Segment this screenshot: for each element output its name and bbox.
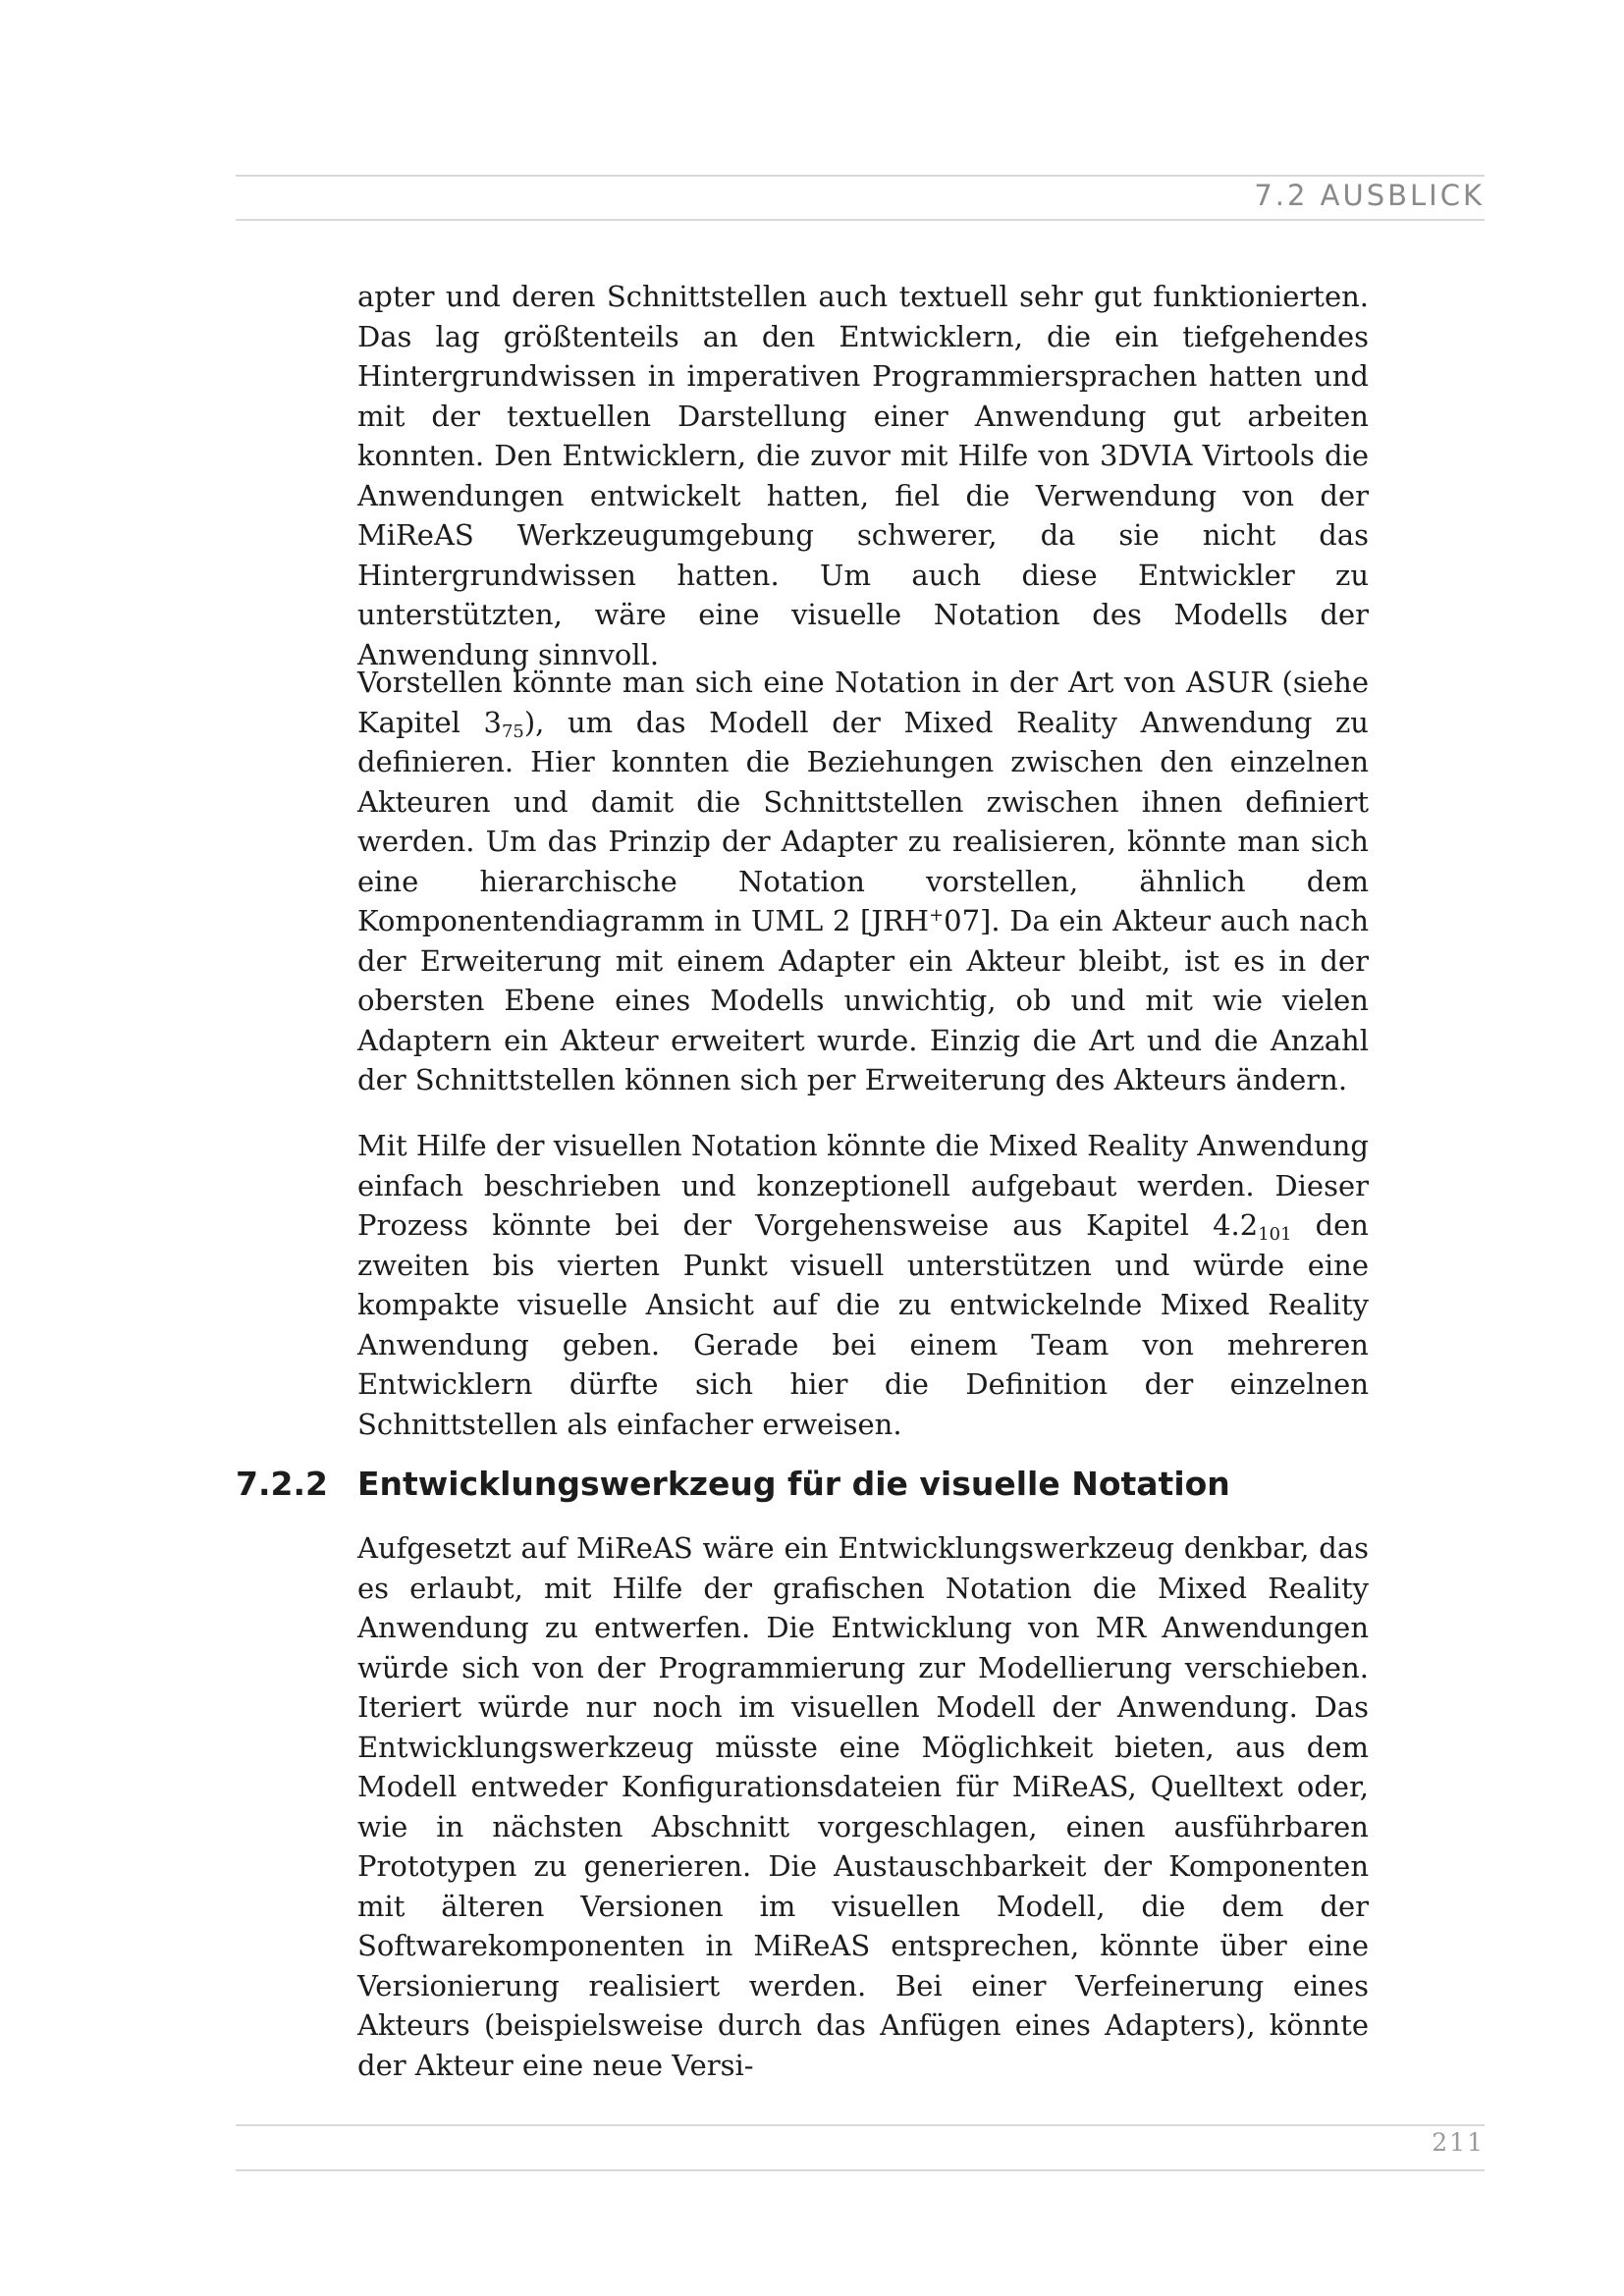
footer-rule-top — [236, 2124, 1485, 2126]
paragraph-1: apter und deren Schnittstellen auch textuell sehr gut funktionierten. Das lag größtenteils an den Entwicklern, die ein tiefgehendes Hintergrundwissen in imperativen Programmiersprachen hatten und mit der textuellen Darstellung einer Anwendung gut arbeiten konnten. Den Entwicklern, die zuvor mit Hilfe von 3DVIA Virtools die Anwendungen entwickelt hatten, fiel die Verwendung von der MiReAS Werkzeugumgebung schwerer, da sie nicht das Hintergrundwissen hatten. Um auch diese Entwickler zu unterstützten, wäre eine visuelle Notation des Modells der Anwendung sinnvoll. — [357, 280, 1369, 671]
running-head: 7.2 AUSBLICK — [1254, 179, 1485, 212]
section-heading — [236, 1465, 1230, 1503]
paragraph-4: Aufgesetzt auf MiReAS wäre ein Entwicklungswerkzeug denkbar, das es erlaubt, mit Hilfe der grafischen Notation die Mixed Reality Anwendung zu entwerfen. Die Entwicklung von MR Anwendungen würde sich von der Programmierung zur Modellierung verschieben. Iteriert würde nur noch im visuellen Modell der Anwendung. Das Entwicklungswerkzeug müsste eine Möglichkeit bieten, aus dem Modell entweder Konfigurationsdateien für MiReAS, Quelltext oder, wie in nächsten Abschnitt vorgeschlagen, einen ausführbaren Prototypen zu generieren. Die Austauschbarkeit der Komponenten mit älteren Versionen im visuellen Modell, die dem der Softwarekomponenten in MiReAS entsprechen, könnte über eine Versionierung realisiert werden. Bei einer Verfeinerung eines Akteurs (beispielsweise durch das Anfügen eines Adapters), könnte der Akteur eine neue Versi- — [357, 1531, 1369, 2082]
page-number: 211 — [1432, 2128, 1485, 2157]
section-number: 7.2.2 — [236, 1465, 328, 1503]
citation-superscript: + — [929, 905, 945, 927]
paragraph-3: Mit Hilfe der visuellen Notation könnte die Mixed Reality Anwendung einfach beschrieben und konzeptionell aufgebaut werden. Dieser Prozess könnte bei der Vorgehensweise aus Kapitel $4.2_{101}$ den zweiten bis vierten Punkt visuell unterstützen und würde eine kompakte visuelle Ansicht auf die zu entwickelnde Mixed Reality Anwendung geben. Gerade bei einem Team von mehreren Entwicklern dürfte sich hier die Definition der einzelnen Schnittstellen als einfacher erweisen. — [357, 1129, 1369, 1441]
chapter-ref-link[interactable]: $3_{75}$ — [483, 705, 524, 742]
section-ref-link[interactable]: $4.2_{101}$ — [1213, 1208, 1292, 1246]
paragraph-2: Vorstellen könnte man sich eine Notation in der Art von ASUR (siehe Kapitel $3_{75}$), um das Modell der Mixed Reality Anwendung zu definieren. Hier konnten die Beziehungen zwischen den einzelnen Akteuren und damit die Schnittstellen zwischen ihnen definiert werden. Um das Prinzip der Adapter zu realisieren, könnte man sich eine hierarchische Notation vorstellen, ähnlich dem Komponentendiagramm in UML 2 [JRH+07]. Da ein Akteur auch nach der Erweiterung mit einem Adapter ein Akteur bleibt, ist es in der obersten Ebene eines Modells unwichtig, ob und mit wie vielen Adaptern ein Akteur erweitert wurde. Einzig die Art und die Anzahl der Schnittstellen können sich per Erweiterung des Akteurs ändern. — [357, 666, 1369, 1096]
header-rule-bottom — [236, 219, 1485, 221]
section-title: Entwicklungswerkzeug für die visuelle Notation — [357, 1465, 1230, 1503]
header-rule-top — [236, 175, 1485, 177]
footer-rule-bottom — [236, 2169, 1485, 2171]
